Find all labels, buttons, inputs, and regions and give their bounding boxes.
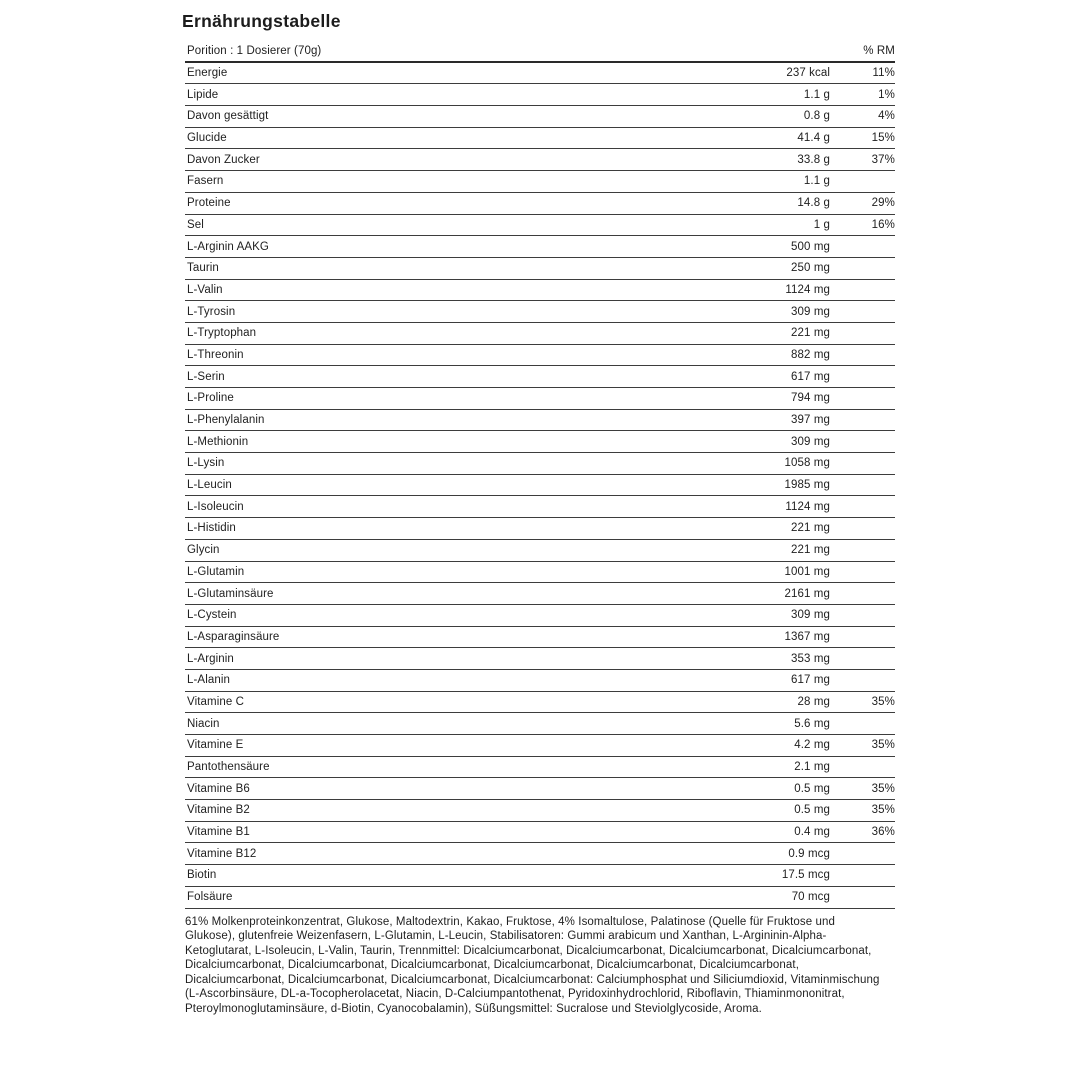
table-row [185,518,895,540]
row-label: L-Lysin [187,457,225,470]
row-label: L-Methionin [187,435,249,448]
table-row [185,648,895,670]
row-value: 237 kcal [786,67,830,80]
row-label: L-Isoleucin [187,500,244,513]
row-label: Vitamine B6 [187,782,250,795]
row-label: Davon gesättigt [187,110,269,123]
table-row [185,605,895,627]
table-row [185,128,895,150]
row-value: 1124 mg [785,500,830,513]
row-value: 221 mg [791,327,830,340]
row-label: Proteine [187,197,231,210]
row-value: 2161 mg [784,587,830,600]
table-row [185,627,895,649]
table-row [185,193,895,215]
table-row [185,84,895,106]
nutrition-table [185,41,895,909]
row-value: 0.9 mcg [788,847,830,860]
row-label: L-Histidin [187,522,236,535]
row-value: 882 mg [791,348,830,361]
page-title: Ernährungstabelle [182,11,341,31]
row-value: 14.8 g [797,197,830,210]
table-row [185,149,895,171]
row-label: Glycin [187,544,220,557]
row-label: Sel [187,218,204,231]
table-row [185,106,895,128]
row-percent: 37% [871,153,895,166]
row-value: 70 mcg [791,891,830,904]
table-body [185,63,895,909]
row-value: 1 g [813,218,830,231]
table-row [185,410,895,432]
table-row [185,388,895,410]
row-value: 794 mg [791,392,830,405]
row-label: Niacin [187,717,220,730]
table-row [185,735,895,757]
row-label: L-Leucin [187,479,232,492]
row-label: L-Asparaginsäure [187,630,280,643]
row-label: Folsäure [187,891,233,904]
table-row [185,713,895,735]
table-row [185,63,895,85]
row-percent: 35% [871,695,895,708]
row-value: 309 mg [791,435,830,448]
row-value: 1367 mg [784,630,830,643]
row-label: Lipide [187,88,219,101]
ingredients-text: 61% Molkenproteinkonzentrat, Glukose, Maltodextrin, Kakao, Fruktose, 4% Isomaltulose, Palatinose (Quelle für Fruktose und Glukose), glutenfreie Weizenfasern, L-Glutamin, L-Leucin, Stabilisatoren: Gummi arabicum und Xanthan, L-Argininin-Alpha-Ketoglutarat, L-Isoleucin, L-Valin, Taurin, Trennmittel: Dicalciumcarbonat, Dicalciumcarbonat, Dicalciumcarbonat, Dicalciumcarbonat, Dicalciumcarbonat, Dicalciumcarbonat, Dicalciumcarbonat, Dicalciumcarbonat, Dicalciumcarbonat, Dicalciumcarbonat, Dicalciumcarbonat, Dicalciumcarbonat, Dicalciumcarbonat, Dicalciumcarbonat: Calciumphosphat und Siliciumdioxid, Vitaminmischung (L-Ascorbinsäure, DL-a-Tocopherolacetat, Niacin, D-Calciumpantothenat, Pyridoxinhydrochlorid, Riboflavin, Thiaminmononitrat, Pteroylmonoglutaminsäure, d-Biotin, Cyanocobalamin), Süßungsmittel: Sucralose und Steviolglycoside, Aroma. [185,915,880,1016]
row-value: 250 mg [791,262,830,275]
row-percent: 29% [871,197,895,210]
row-label: L-Arginin [187,652,234,665]
row-value: 41.4 g [797,132,830,145]
table-row [185,475,895,497]
row-value: 309 mg [791,305,830,318]
table-header-row [185,41,895,63]
table-row [185,865,895,887]
row-label: Glucide [187,132,227,145]
row-value: 617 mg [791,674,830,687]
row-value: 1985 mg [784,479,830,492]
row-value: 0.4 mg [794,826,830,839]
row-percent: 11% [872,67,895,80]
row-label: L-Phenylalanin [187,414,265,427]
row-value: 1.1 g [803,175,830,188]
row-percent: 4% [878,110,895,123]
table-row [185,453,895,475]
row-label: Taurin [187,262,219,275]
table-row [185,757,895,779]
table-row [185,366,895,388]
table-row [185,236,895,258]
table-row [185,280,895,302]
row-value: 1001 mg [784,565,830,578]
row-label: Fasern [187,175,224,188]
portion-header: Porition : 1 Dosierer (70g) [187,44,322,57]
table-row [185,670,895,692]
table-row [185,215,895,237]
row-label: Vitamine B1 [187,826,250,839]
row-value: 1.1 g [803,88,830,101]
row-value: 221 mg [791,544,830,557]
row-label: Energie [187,67,228,80]
row-percent: 16% [871,218,895,231]
row-label: L-Valin [187,283,223,296]
row-value: 28 mg [797,695,830,708]
table-row [185,496,895,518]
row-value: 0.8 g [803,110,830,123]
row-percent: 35% [871,739,895,752]
row-percent: 35% [871,782,895,795]
row-label: Vitamine C [187,695,245,708]
row-label: L-Threonin [187,348,244,361]
table-row [185,562,895,584]
row-value: 353 mg [791,652,830,665]
table-row [185,345,895,367]
table-row [185,301,895,323]
row-percent: 36% [871,826,895,839]
row-label: L-Cystein [187,609,237,622]
table-row [185,692,895,714]
table-row [185,887,895,909]
row-label: Vitamine B12 [187,847,257,860]
row-value: 17.5 mcg [781,869,830,882]
row-label: L-Glutamin [187,565,245,578]
row-label: L-Serin [187,370,225,383]
table-row [185,583,895,605]
row-label: Biotin [187,869,217,882]
row-value: 33.8 g [797,153,830,166]
row-label: Vitamine E [187,739,244,752]
table-row [185,258,895,280]
row-value: 397 mg [791,414,830,427]
row-value: 617 mg [791,370,830,383]
row-percent: 1% [878,88,895,101]
table-row [185,800,895,822]
row-value: 0.5 mg [794,804,830,817]
row-percent: 35% [871,804,895,817]
row-label: L-Tyrosin [187,305,236,318]
row-label: L-Proline [187,392,234,405]
row-value: 1058 mg [784,457,830,470]
row-value: 0.5 mg [794,782,830,795]
nutrition-label [182,10,895,1017]
table-row [185,843,895,865]
row-value: 1124 mg [785,283,830,296]
row-label: L-Tryptophan [187,327,257,340]
rm-percent-header: % RM [863,44,895,57]
row-value: 500 mg [791,240,830,253]
row-label: L-Glutaminsäure [187,587,274,600]
row-value: 4.2 mg [794,739,830,752]
row-label: Davon Zucker [187,153,260,166]
row-value: 5.6 mg [794,717,830,730]
table-row [185,778,895,800]
table-row [185,323,895,345]
row-label: L-Arginin AAKG [187,240,269,253]
row-value: 309 mg [791,609,830,622]
table-row [185,431,895,453]
row-label: L-Alanin [187,674,230,687]
table-row [185,171,895,193]
table-row [185,822,895,844]
row-value: 221 mg [791,522,830,535]
row-label: Pantothensäure [187,761,270,774]
table-row [185,540,895,562]
row-label: Vitamine B2 [187,804,250,817]
row-value: 2.1 mg [794,761,830,774]
row-percent: 15% [871,132,895,145]
